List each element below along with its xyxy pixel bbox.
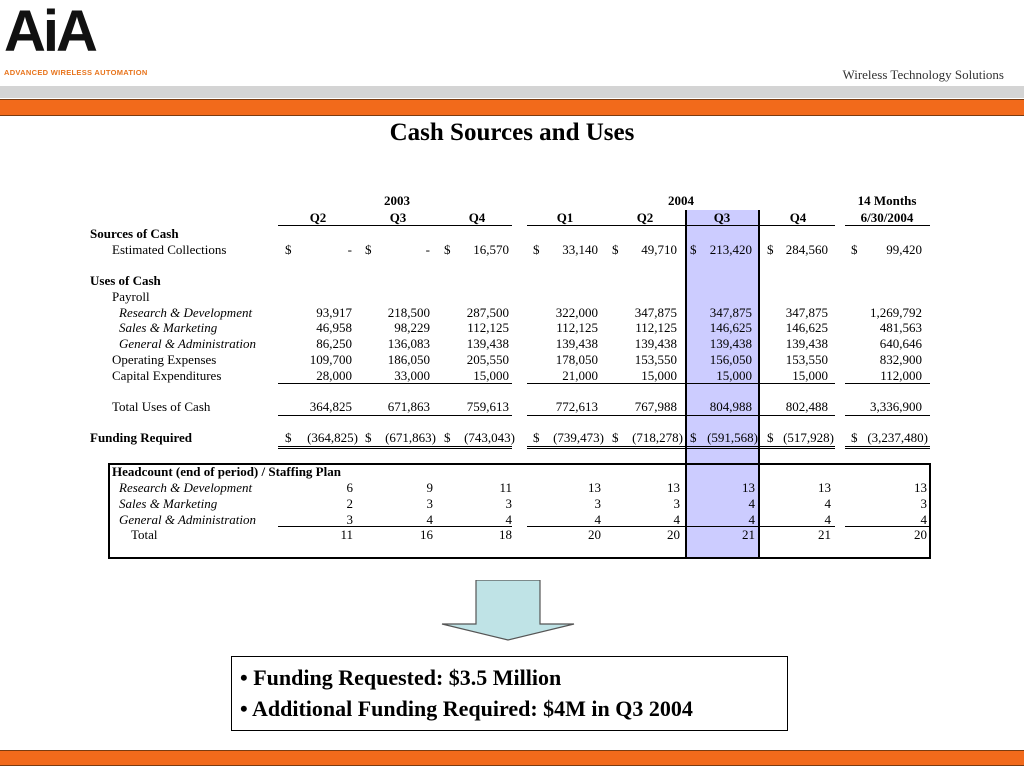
- headcount-row-label: Research & Development: [119, 480, 253, 495]
- headcount-total-cell: 20: [588, 527, 601, 542]
- uses-row-label: Operating Expenses: [112, 352, 217, 367]
- headcount-row-cell: 4: [673, 512, 680, 527]
- uses-row-cell: 15,000: [473, 368, 509, 383]
- logo-subtitle: ADVANCED WIRELESS AUTOMATION: [4, 68, 148, 77]
- company-logo: [4, 2, 154, 80]
- funding-dline-14mo: [845, 446, 930, 449]
- currency-sign: $: [767, 242, 774, 257]
- additional-funding-bullet: • Additional Funding Required: $4M in Q3 2004: [240, 696, 693, 721]
- total-uses-cell: 3,336,900: [870, 399, 922, 414]
- funding-dline-2004: [527, 446, 835, 449]
- header-orange-bar: [0, 99, 1024, 116]
- uses-row-cell: 98,229: [394, 320, 430, 335]
- uses-underline-14mo: [845, 383, 930, 384]
- year-header-2004: 2004: [668, 193, 694, 208]
- headcount-row-cell: 2: [346, 496, 353, 511]
- uses-row-cell: 347,875: [785, 305, 828, 320]
- funding-summary-box: [231, 656, 788, 731]
- funding-required-label: Funding Required: [90, 430, 192, 445]
- uses-row-cell: 832,900: [879, 352, 922, 367]
- year-header-14-months: 14 Months: [857, 193, 917, 208]
- headcount-total-cell: 16: [420, 527, 433, 542]
- currency-sign: $: [533, 430, 540, 445]
- total-underline-2004: [527, 415, 835, 416]
- headcount-row-cell: 4: [594, 512, 601, 527]
- uses-row-cell: 15,000: [716, 368, 752, 383]
- headcount-row-cell: 3: [505, 496, 512, 511]
- sources-heading: Sources of Cash: [90, 226, 179, 241]
- uses-underline-2003: [278, 383, 512, 384]
- headcount-row-cell: 4: [824, 496, 831, 511]
- estimated-collections-cell: 49,710: [641, 242, 677, 257]
- header-underline-14mo: [845, 225, 930, 226]
- currency-sign: $: [690, 242, 697, 257]
- headcount-row-cell: 3: [920, 496, 927, 511]
- estimated-collections-label: Estimated Collections: [112, 242, 227, 257]
- uses-row-cell: 112,000: [880, 368, 922, 383]
- footer-orange-bar: [0, 750, 1024, 766]
- uses-row-cell: 112,125: [467, 320, 509, 335]
- currency-sign: $: [851, 430, 858, 445]
- uses-row-cell: 139,438: [634, 336, 677, 351]
- uses-row-cell: 28,000: [316, 368, 352, 383]
- quarter-header: Q4: [789, 210, 807, 225]
- estimated-collections-cell: -: [347, 242, 352, 257]
- estimated-collections-cell: 284,560: [785, 242, 828, 257]
- down-arrow-icon: [440, 580, 576, 642]
- currency-sign: $: [365, 242, 372, 257]
- headcount-total-label: Total: [131, 527, 158, 542]
- total-uses-cell: 804,988: [709, 399, 752, 414]
- uses-heading: Uses of Cash: [90, 273, 161, 288]
- headcount-row-label: General & Administration: [119, 512, 256, 527]
- uses-row-cell: 33,000: [394, 368, 430, 383]
- estimated-collections-cell: 33,140: [562, 242, 598, 257]
- uses-row-cell: 153,550: [785, 352, 828, 367]
- uses-row-cell: 93,917: [316, 305, 352, 320]
- uses-row-cell: 218,500: [387, 305, 430, 320]
- uses-row-cell: 15,000: [641, 368, 677, 383]
- currency-sign: $: [444, 430, 451, 445]
- funding-required-cell: (591,568): [707, 430, 758, 445]
- uses-row-cell: 112,125: [556, 320, 598, 335]
- uses-row-cell: 139,438: [709, 336, 752, 351]
- quarter-header: 6/30/2004: [860, 210, 914, 225]
- header-underline-2003: [278, 225, 512, 226]
- funding-required-cell: (743,043): [464, 430, 515, 445]
- uses-row-cell: 86,250: [316, 336, 352, 351]
- headcount-row-cell: 11: [499, 480, 512, 495]
- headcount-total-cell: 11: [340, 527, 353, 542]
- uses-row-cell: 139,438: [555, 336, 598, 351]
- headcount-row-cell: 9: [426, 480, 433, 495]
- uses-row-cell: 139,438: [785, 336, 828, 351]
- uses-row-cell: 146,625: [785, 320, 828, 335]
- headcount-row-cell: 13: [818, 480, 831, 495]
- header-underline-2004: [527, 225, 835, 226]
- tagline: Wireless Technology Solutions: [842, 67, 1004, 82]
- headcount-row-cell: 4: [426, 512, 433, 527]
- uses-row-cell: 109,700: [309, 352, 352, 367]
- headcount-row-cell: 13: [588, 480, 601, 495]
- headcount-total-cell: 21: [742, 527, 755, 542]
- headcount-heading: Headcount (end of period) / Staffing Plan: [112, 464, 341, 479]
- headcount-row-label: Sales & Marketing: [119, 496, 218, 511]
- funding-requested-bullet: • Funding Requested: $3.5 Million: [240, 665, 562, 690]
- uses-row-cell: 178,050: [555, 352, 598, 367]
- headcount-row-cell: 13: [914, 480, 927, 495]
- currency-sign: $: [365, 430, 372, 445]
- uses-row-label: Research & Development: [119, 305, 253, 320]
- uses-row-cell: 153,550: [634, 352, 677, 367]
- total-uses-cell: 364,825: [309, 399, 352, 414]
- year-header-2003: 2003: [384, 193, 410, 208]
- estimated-collections-cell: 213,420: [709, 242, 752, 257]
- uses-row-cell: 347,875: [634, 305, 677, 320]
- headcount-row-cell: 3: [594, 496, 601, 511]
- total-uses-cell: 759,613: [466, 399, 509, 414]
- currency-sign: $: [690, 430, 697, 445]
- uses-row-cell: 1,269,792: [870, 305, 922, 320]
- uses-row-cell: 347,875: [709, 305, 752, 320]
- estimated-collections-cell: 99,420: [886, 242, 922, 257]
- page-title: Cash Sources and Uses: [389, 119, 635, 146]
- total-uses-cell: 767,988: [634, 399, 677, 414]
- currency-sign: $: [285, 242, 292, 257]
- payroll-label: Payroll: [112, 289, 150, 304]
- headcount-row-cell: 4: [920, 512, 927, 527]
- headcount-row-cell: 4: [505, 512, 512, 527]
- funding-dline-2003: [278, 446, 512, 449]
- funding-required-cell: (671,863): [385, 430, 436, 445]
- uses-row-cell: 481,563: [879, 320, 922, 335]
- total-uses-cell: 772,613: [555, 399, 598, 414]
- currency-sign: $: [851, 242, 858, 257]
- quarter-header: Q1: [556, 210, 574, 225]
- uses-row-cell: 112,125: [635, 320, 677, 335]
- total-uses-cell: 671,863: [387, 399, 430, 414]
- uses-row-cell: 186,050: [387, 352, 430, 367]
- headcount-total-cell: 20: [914, 527, 927, 542]
- logo-wordmark: AiA: [4, 0, 95, 64]
- funding-required-cell: (718,278): [632, 430, 683, 445]
- uses-row-cell: 136,083: [387, 336, 430, 351]
- uses-row-cell: 146,625: [709, 320, 752, 335]
- uses-row-label: General & Administration: [119, 336, 256, 351]
- uses-row-cell: 139,438: [466, 336, 509, 351]
- quarter-header: Q2: [636, 210, 654, 225]
- currency-sign: $: [767, 430, 774, 445]
- headcount-row-cell: 4: [748, 512, 755, 527]
- uses-row-cell: 156,050: [709, 352, 752, 367]
- uses-row-cell: 46,958: [316, 320, 352, 335]
- funding-required-cell: (517,928): [783, 430, 834, 445]
- total-underline-14mo: [845, 415, 930, 416]
- quarter-header: Q2: [309, 210, 327, 225]
- total-uses-label: Total Uses of Cash: [112, 399, 211, 414]
- total-underline-2003: [278, 415, 512, 416]
- currency-sign: $: [285, 430, 292, 445]
- funding-required-cell: (364,825): [307, 430, 358, 445]
- quarter-header: Q3: [713, 210, 731, 225]
- headcount-total-cell: 20: [667, 527, 680, 542]
- headcount-total-cell: 21: [818, 527, 831, 542]
- headcount-row-cell: 13: [667, 480, 680, 495]
- uses-row-label: Capital Expenditures: [112, 368, 222, 383]
- estimated-collections-cell: -: [425, 242, 430, 257]
- currency-sign: $: [444, 242, 451, 257]
- currency-sign: $: [612, 242, 619, 257]
- uses-row-cell: 640,646: [879, 336, 922, 351]
- currency-sign: $: [612, 430, 619, 445]
- uses-row-cell: 15,000: [792, 368, 828, 383]
- headcount-row-cell: 6: [346, 480, 353, 495]
- headcount-row-cell: 4: [748, 496, 755, 511]
- uses-underline-2004: [527, 383, 835, 384]
- quarter-header: Q4: [468, 210, 486, 225]
- funding-required-cell: (739,473): [553, 430, 604, 445]
- total-uses-cell: 802,488: [785, 399, 828, 414]
- headcount-row-cell: 3: [426, 496, 433, 511]
- headcount-row-cell: 3: [346, 512, 353, 527]
- headcount-row-cell: 3: [673, 496, 680, 511]
- estimated-collections-cell: 16,570: [473, 242, 509, 257]
- headcount-row-cell: 13: [742, 480, 755, 495]
- headcount-total-cell: 18: [499, 527, 512, 542]
- uses-row-cell: 21,000: [562, 368, 598, 383]
- currency-sign: $: [533, 242, 540, 257]
- headcount-row-cell: 4: [824, 512, 831, 527]
- uses-row-cell: 287,500: [466, 305, 509, 320]
- quarter-header: Q3: [389, 210, 407, 225]
- funding-required-cell: (3,237,480): [867, 430, 928, 445]
- header-gray-band: [0, 86, 1024, 98]
- uses-row-cell: 205,550: [466, 352, 509, 367]
- uses-row-cell: 322,000: [555, 305, 598, 320]
- uses-row-label: Sales & Marketing: [119, 320, 218, 335]
